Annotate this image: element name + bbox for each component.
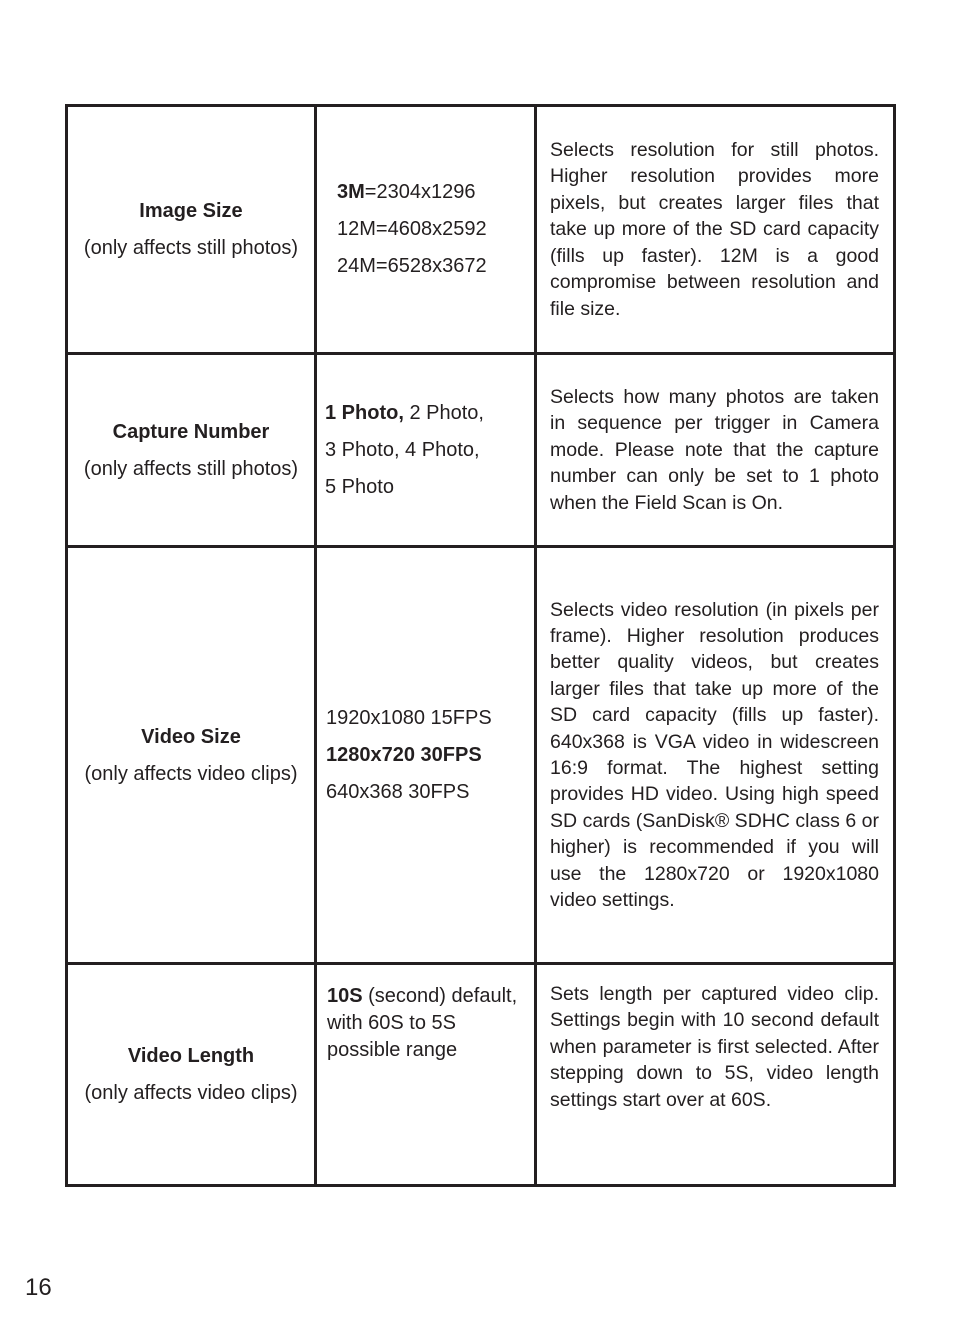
option-text: 5 Photo <box>325 475 394 498</box>
option-text: 3 Photo, 4 Photo, <box>325 438 480 461</box>
option-default: 1280x720 30FPS <box>326 743 482 766</box>
option-text: (second) default, with 60S to 5S possible range <box>327 985 518 1061</box>
option-text: 640x368 30FPS <box>326 780 470 803</box>
option-line <box>325 432 534 469</box>
option-text: 12M=4608x2592 <box>337 218 487 240</box>
setting-name: Video Length <box>127 1045 255 1067</box>
setting-note: (only affects video clips) <box>84 762 298 785</box>
option-default: 10S <box>327 985 363 1007</box>
page-number: 16 <box>25 1274 52 1301</box>
setting-options-cell <box>316 964 536 1186</box>
setting-description: Selects video resolution (in pixels per frame). Higher resolution produces better quality videos, but creates larger files that take up more of the SD card capacity (fills up faster). 640x368 is VGA video in widescreen 16:9 format. The highest setting provides HD video. Using high speed SD cards (SanDisk® SDHC class 6 or higher) is recommended if you will use the 1280x720 or 1920x1080 video settings. <box>550 598 879 912</box>
setting-options-cell <box>316 547 536 964</box>
option-line <box>325 469 534 506</box>
setting-description: Selects how many photos are taken in sequence per trigger in Camera mode. Please note that the capture number can only be set to 1 photo when the Field Scan is On. <box>550 385 879 514</box>
setting-name: Image Size <box>139 200 243 222</box>
option-text: 2 Photo, <box>403 401 484 424</box>
table-row <box>67 547 895 964</box>
setting-description-cell <box>536 547 895 964</box>
setting-description-cell <box>536 964 895 1186</box>
setting-description-cell <box>536 106 895 354</box>
option-text-block <box>327 983 526 1064</box>
setting-name-cell <box>67 106 316 354</box>
option-default: 3M <box>337 181 365 203</box>
option-default: 1 Photo, <box>325 401 404 424</box>
option-text: 24M=6528x3672 <box>337 255 487 277</box>
setting-name: Capture Number <box>112 420 270 443</box>
option-line <box>326 774 534 811</box>
option-line <box>326 700 534 737</box>
setting-note: (only affects still photos) <box>83 237 299 259</box>
setting-note: (only affects video clips) <box>84 1082 298 1104</box>
table-row <box>67 354 895 547</box>
option-line <box>337 211 534 248</box>
option-line <box>325 395 534 432</box>
option-text: 1920x1080 15FPS <box>326 706 492 729</box>
setting-name: Video Size <box>141 725 241 748</box>
setting-options-cell <box>316 106 536 354</box>
table-row <box>67 964 895 1186</box>
setting-name-cell <box>67 964 316 1186</box>
setting-note: (only affects still photos) <box>83 457 299 480</box>
table-row <box>67 106 895 354</box>
setting-description-cell <box>536 354 895 547</box>
setting-description: Selects resolution for still photos. Higher resolution provides more pixels, but creates larger files that take up more of the SD card capacity (fills up faster). 12M is a good compromise between resolution and file size. <box>550 139 879 320</box>
option-line <box>326 737 534 774</box>
setting-description: Sets length per captured video clip. Settings begin with 10 second default when parameter is first selected. After stepping down to 5S, video length settings start over at 60S. <box>550 983 879 1111</box>
option-line <box>337 174 534 211</box>
settings-table <box>65 104 896 1187</box>
setting-name-cell <box>67 354 316 547</box>
setting-options-cell <box>316 354 536 547</box>
setting-name-cell <box>67 547 316 964</box>
option-line <box>337 248 534 285</box>
option-text: =2304x1296 <box>364 181 476 203</box>
